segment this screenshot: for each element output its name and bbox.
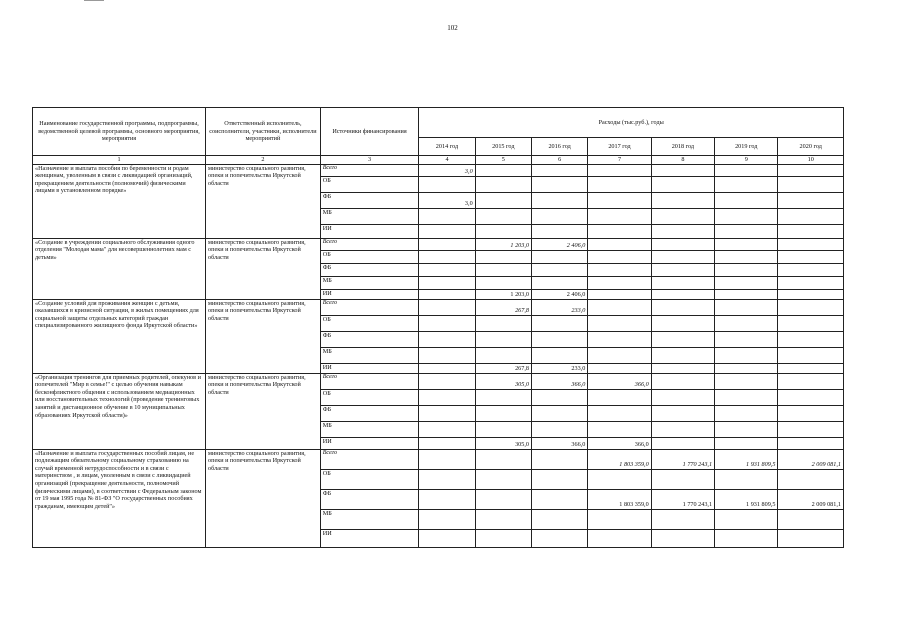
expense-value: 1 770 243,1 bbox=[651, 489, 714, 509]
expense-value bbox=[651, 529, 714, 547]
expense-value bbox=[588, 250, 651, 263]
expense-value bbox=[475, 389, 531, 405]
funding-source: Всего bbox=[320, 299, 419, 315]
expense-value bbox=[419, 263, 475, 276]
expense-value bbox=[778, 289, 844, 299]
expense-value bbox=[475, 449, 531, 469]
activity-name: «Создание в учреждении социального обслуживания одного отделения "Молодая мама" для несовершеннолетних мам с детьми» bbox=[33, 238, 206, 299]
expense-value bbox=[588, 509, 651, 529]
header-year: 2017 год bbox=[588, 138, 651, 156]
expense-value bbox=[715, 529, 778, 547]
expense-value bbox=[778, 347, 844, 363]
column-number: 6 bbox=[531, 156, 587, 165]
funding-source: ФБ bbox=[320, 489, 419, 509]
funding-source: МБ bbox=[320, 276, 419, 289]
expense-value bbox=[588, 192, 651, 208]
expense-value bbox=[778, 509, 844, 529]
expense-value bbox=[475, 421, 531, 437]
expense-value bbox=[531, 276, 587, 289]
funding-source: Всего bbox=[320, 373, 419, 389]
expense-value bbox=[715, 238, 778, 250]
expense-value bbox=[778, 529, 844, 547]
expense-value bbox=[475, 509, 531, 529]
expense-value bbox=[475, 224, 531, 238]
funding-source: ОБ bbox=[320, 315, 419, 331]
expense-value bbox=[419, 389, 475, 405]
expense-value bbox=[715, 315, 778, 331]
expense-value bbox=[588, 389, 651, 405]
expense-value bbox=[778, 238, 844, 250]
expense-value bbox=[651, 289, 714, 299]
expense-value bbox=[475, 529, 531, 547]
expense-value bbox=[651, 509, 714, 529]
table-row bbox=[33, 299, 844, 315]
table-row bbox=[33, 373, 844, 389]
expense-value bbox=[419, 176, 475, 192]
expense-value bbox=[419, 276, 475, 289]
expense-value bbox=[475, 164, 531, 176]
expense-value bbox=[531, 331, 587, 347]
funding-source: МБ bbox=[320, 509, 419, 529]
expense-value bbox=[531, 192, 587, 208]
executor: министерство социального развития, опеки и попечительства Иркутской области bbox=[206, 449, 321, 547]
expense-value bbox=[778, 373, 844, 389]
expense-value bbox=[651, 238, 714, 250]
column-number: 10 bbox=[778, 156, 844, 165]
expense-value bbox=[715, 208, 778, 224]
expense-value bbox=[419, 250, 475, 263]
expense-value bbox=[475, 347, 531, 363]
expense-value bbox=[531, 315, 587, 331]
expense-value bbox=[419, 224, 475, 238]
header-year: 2018 год bbox=[651, 138, 714, 156]
expense-value: 305,0 bbox=[475, 373, 531, 389]
expense-value: 366,0 bbox=[531, 373, 587, 389]
expense-value bbox=[778, 164, 844, 176]
expense-value bbox=[715, 224, 778, 238]
header-name: Наименование государственной программы, подпрограммы, ведомственной целевой программы, основного мероприятия, мероприятия bbox=[33, 108, 206, 156]
activity-name: «Назначение и выплата пособия по беременности и родам женщинам, уволенным в связи с ликвидацией организаций, прекращением деятельности (полномочий) физическими лицами в установленном порядке» bbox=[33, 164, 206, 238]
expense-value bbox=[651, 469, 714, 489]
expense-value bbox=[531, 263, 587, 276]
column-number: 1 bbox=[33, 156, 206, 165]
expense-value bbox=[651, 389, 714, 405]
header-executor: Ответственный исполнитель, соисполнители, участники, исполнители мероприятий bbox=[206, 108, 321, 156]
expense-value: 233,0 bbox=[531, 363, 587, 373]
budget-table bbox=[32, 107, 844, 548]
funding-source: ОБ bbox=[320, 389, 419, 405]
header-year: 2020 год bbox=[778, 138, 844, 156]
funding-source: ИИ bbox=[320, 224, 419, 238]
column-number: 5 bbox=[475, 156, 531, 165]
expense-value bbox=[475, 315, 531, 331]
column-number: 7 bbox=[588, 156, 651, 165]
expense-value: 3,0 bbox=[419, 192, 475, 208]
expense-value bbox=[588, 469, 651, 489]
expense-value bbox=[651, 437, 714, 449]
expense-value bbox=[419, 437, 475, 449]
funding-source: Всего bbox=[320, 238, 419, 250]
expense-value bbox=[475, 176, 531, 192]
expense-value bbox=[419, 331, 475, 347]
expense-value bbox=[588, 363, 651, 373]
header-year: 2016 год bbox=[531, 138, 587, 156]
expense-value bbox=[588, 276, 651, 289]
funding-source: Всего bbox=[320, 449, 419, 469]
column-number: 8 bbox=[651, 156, 714, 165]
expense-value bbox=[531, 421, 587, 437]
expense-value bbox=[651, 299, 714, 315]
header-year: 2014 год bbox=[419, 138, 475, 156]
expense-value: 1 931 809,5 bbox=[715, 489, 778, 509]
header-year: 2015 год bbox=[475, 138, 531, 156]
expense-value: 366,0 bbox=[588, 437, 651, 449]
expense-value bbox=[778, 469, 844, 489]
expense-value bbox=[475, 489, 531, 509]
expense-value bbox=[475, 250, 531, 263]
expense-value bbox=[531, 405, 587, 421]
expense-value bbox=[531, 509, 587, 529]
expense-value bbox=[778, 421, 844, 437]
expense-value: 1 203,0 bbox=[475, 289, 531, 299]
expense-value bbox=[419, 469, 475, 489]
expense-value: 1 931 809,5 bbox=[715, 449, 778, 469]
expense-value bbox=[651, 405, 714, 421]
expense-value bbox=[419, 363, 475, 373]
expense-value bbox=[778, 276, 844, 289]
expense-value bbox=[715, 250, 778, 263]
expense-value bbox=[531, 529, 587, 547]
expense-value bbox=[531, 389, 587, 405]
expense-value: 3,0 bbox=[419, 164, 475, 176]
expense-value: 1 203,0 bbox=[475, 238, 531, 250]
funding-source: Всего bbox=[320, 164, 419, 176]
expense-value bbox=[531, 250, 587, 263]
expense-value bbox=[531, 176, 587, 192]
funding-source: МБ bbox=[320, 347, 419, 363]
funding-source: МБ bbox=[320, 421, 419, 437]
column-number: 3 bbox=[320, 156, 419, 165]
expense-value bbox=[778, 299, 844, 315]
expense-value bbox=[778, 192, 844, 208]
expense-value bbox=[651, 208, 714, 224]
expense-value bbox=[651, 250, 714, 263]
expense-value bbox=[651, 263, 714, 276]
table-row bbox=[33, 238, 844, 250]
expense-value bbox=[778, 224, 844, 238]
column-number: 4 bbox=[419, 156, 475, 165]
expense-value bbox=[778, 208, 844, 224]
expense-value bbox=[715, 389, 778, 405]
expense-value bbox=[778, 331, 844, 347]
expense-value bbox=[419, 299, 475, 315]
expense-value bbox=[475, 469, 531, 489]
expense-value bbox=[475, 331, 531, 347]
expense-value bbox=[715, 469, 778, 489]
expense-value bbox=[588, 405, 651, 421]
expense-value bbox=[651, 224, 714, 238]
expense-value bbox=[588, 331, 651, 347]
expense-value bbox=[715, 437, 778, 449]
expense-value bbox=[419, 347, 475, 363]
executor: министерство социального развития, опеки и попечительства Иркутской области bbox=[206, 299, 321, 373]
expense-value bbox=[715, 192, 778, 208]
expense-value bbox=[778, 176, 844, 192]
expense-value bbox=[778, 363, 844, 373]
executor: министерство социального развития, опеки и попечительства Иркутской области bbox=[206, 373, 321, 449]
expense-value bbox=[419, 289, 475, 299]
expense-value bbox=[651, 192, 714, 208]
expense-value bbox=[651, 315, 714, 331]
expense-value bbox=[588, 224, 651, 238]
expense-value bbox=[715, 509, 778, 529]
top-edge-mark bbox=[84, 0, 104, 1]
expense-value bbox=[715, 405, 778, 421]
expense-value bbox=[778, 405, 844, 421]
table-row bbox=[33, 164, 844, 176]
expense-value bbox=[651, 373, 714, 389]
expense-value bbox=[778, 315, 844, 331]
expense-value: 366,0 bbox=[588, 373, 651, 389]
expense-value bbox=[531, 224, 587, 238]
expense-value bbox=[475, 208, 531, 224]
expense-value bbox=[715, 164, 778, 176]
expense-value: 1 803 359,0 bbox=[588, 489, 651, 509]
expense-value bbox=[588, 289, 651, 299]
expense-value bbox=[419, 489, 475, 509]
expense-value bbox=[651, 421, 714, 437]
expense-value bbox=[715, 299, 778, 315]
expense-value bbox=[588, 529, 651, 547]
expense-value bbox=[588, 176, 651, 192]
expense-value bbox=[588, 315, 651, 331]
expense-value bbox=[475, 276, 531, 289]
expense-value bbox=[588, 263, 651, 276]
expense-value bbox=[475, 405, 531, 421]
expense-value bbox=[715, 331, 778, 347]
funding-source: ОБ bbox=[320, 176, 419, 192]
funding-source: ИИ bbox=[320, 529, 419, 547]
expense-value bbox=[531, 489, 587, 509]
expense-value bbox=[715, 263, 778, 276]
expense-value: 2 406,0 bbox=[531, 289, 587, 299]
expense-value bbox=[651, 276, 714, 289]
funding-source: ФБ bbox=[320, 263, 419, 276]
expense-value: 366,0 bbox=[531, 437, 587, 449]
expense-value: 2 009 081,1 bbox=[778, 489, 844, 509]
column-number: 9 bbox=[715, 156, 778, 165]
expense-value bbox=[588, 421, 651, 437]
funding-source: ОБ bbox=[320, 250, 419, 263]
expense-value bbox=[651, 176, 714, 192]
funding-source: ИИ bbox=[320, 289, 419, 299]
expense-value: 267,8 bbox=[475, 363, 531, 373]
funding-source: ФБ bbox=[320, 405, 419, 421]
executor: министерство социального развития, опеки и попечительства Иркутской области bbox=[206, 238, 321, 299]
expense-value bbox=[715, 289, 778, 299]
activity-name: «Назначение и выплата государственных пособий лицам, не подлежащим обязательному социальному страхованию на случай временной нетрудоспособности и в связи с материнством , и лицам, уволенным в связи с ликвидацией организаций (прекращение деятельности, полномочий физическими лицами), в соответствии с Федеральным законом от 19 мая 1995 года № 81-ФЗ "О государственных пособиях гражданам, имеющим детей"» bbox=[33, 449, 206, 547]
expense-value bbox=[531, 164, 587, 176]
expense-value bbox=[715, 347, 778, 363]
funding-source: МБ bbox=[320, 208, 419, 224]
column-number: 2 bbox=[206, 156, 321, 165]
expense-value: 1 770 243,1 bbox=[651, 449, 714, 469]
expense-value bbox=[588, 347, 651, 363]
expense-value bbox=[778, 250, 844, 263]
expense-value bbox=[588, 299, 651, 315]
activity-name: «Организация тренингов для приемных родителей, опекунов и попечителей "Мир в семье!" с целью обучения навыкам бесконфликтного общения с использованием медиационных или восстановительных технологий (проведение тренинговых занятий и дистанционное обучение в 10 муниципальных образованиях Иркутской области)» bbox=[33, 373, 206, 449]
expense-value bbox=[419, 208, 475, 224]
expense-value bbox=[651, 331, 714, 347]
expense-value: 233,0 bbox=[531, 299, 587, 315]
expense-value bbox=[588, 164, 651, 176]
expense-value bbox=[419, 373, 475, 389]
expense-value: 2 406,0 bbox=[531, 238, 587, 250]
funding-source: ФБ bbox=[320, 331, 419, 347]
expense-value bbox=[531, 449, 587, 469]
expense-value bbox=[419, 315, 475, 331]
expense-value bbox=[419, 238, 475, 250]
header-expenses: Расходы (тыс.руб.), годы bbox=[419, 108, 844, 138]
table-row bbox=[33, 449, 844, 469]
expense-value bbox=[651, 347, 714, 363]
expense-value bbox=[419, 449, 475, 469]
expense-value bbox=[715, 373, 778, 389]
funding-source: ОБ bbox=[320, 469, 419, 489]
activity-name: «Создание условий для проживания женщин с детьми, оказавшихся в кризисной ситуации, в жилых помещениях для социальной защиты отдельных категорий граждан специализированного жилищного фонда Иркутской области» bbox=[33, 299, 206, 373]
expense-value bbox=[531, 469, 587, 489]
header-source: Источники финансирования bbox=[320, 108, 419, 156]
expense-value bbox=[531, 208, 587, 224]
expense-value bbox=[588, 208, 651, 224]
expense-value bbox=[715, 421, 778, 437]
expense-value: 2 009 081,1 bbox=[778, 449, 844, 469]
expense-value bbox=[475, 263, 531, 276]
expense-value bbox=[715, 363, 778, 373]
expense-value bbox=[651, 363, 714, 373]
expense-value bbox=[419, 509, 475, 529]
expense-value: 305,0 bbox=[475, 437, 531, 449]
expense-value bbox=[419, 529, 475, 547]
expense-value bbox=[651, 164, 714, 176]
funding-source: ИИ bbox=[320, 437, 419, 449]
header-year: 2019 год bbox=[715, 138, 778, 156]
expense-value bbox=[475, 192, 531, 208]
expense-value bbox=[419, 405, 475, 421]
expense-value bbox=[778, 263, 844, 276]
expense-value bbox=[588, 238, 651, 250]
funding-source: ФБ bbox=[320, 192, 419, 208]
page-number: 102 bbox=[447, 24, 458, 32]
expense-value: 267,8 bbox=[475, 299, 531, 315]
expense-value bbox=[531, 347, 587, 363]
expense-value bbox=[715, 276, 778, 289]
expense-value: 1 803 359,0 bbox=[588, 449, 651, 469]
expense-value bbox=[419, 421, 475, 437]
funding-source: ИИ bbox=[320, 363, 419, 373]
expense-value bbox=[778, 389, 844, 405]
expense-value bbox=[778, 437, 844, 449]
executor: министерство социального развития, опеки и попечительства Иркутской области bbox=[206, 164, 321, 238]
expense-value bbox=[715, 176, 778, 192]
